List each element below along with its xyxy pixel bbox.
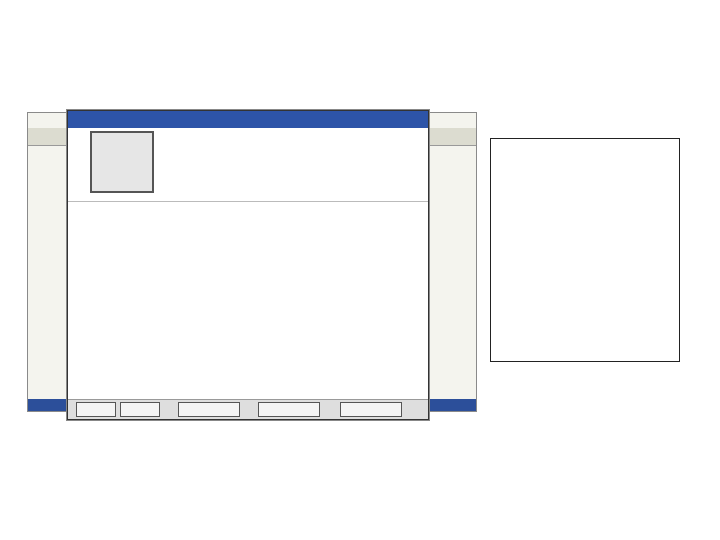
- unmark-button[interactable]: [178, 402, 240, 417]
- view-photo-button[interactable]: [90, 131, 154, 193]
- details-edit-window: [67, 110, 429, 420]
- close-button[interactable]: [340, 402, 402, 417]
- divider: [68, 201, 428, 202]
- prev-button[interactable]: [76, 402, 116, 417]
- window-title: [68, 111, 428, 128]
- info-callout: [490, 138, 680, 362]
- remarks-section: [70, 335, 426, 397]
- button-bar: [68, 399, 428, 419]
- edit-button[interactable]: [258, 402, 320, 417]
- next-button[interactable]: [120, 402, 160, 417]
